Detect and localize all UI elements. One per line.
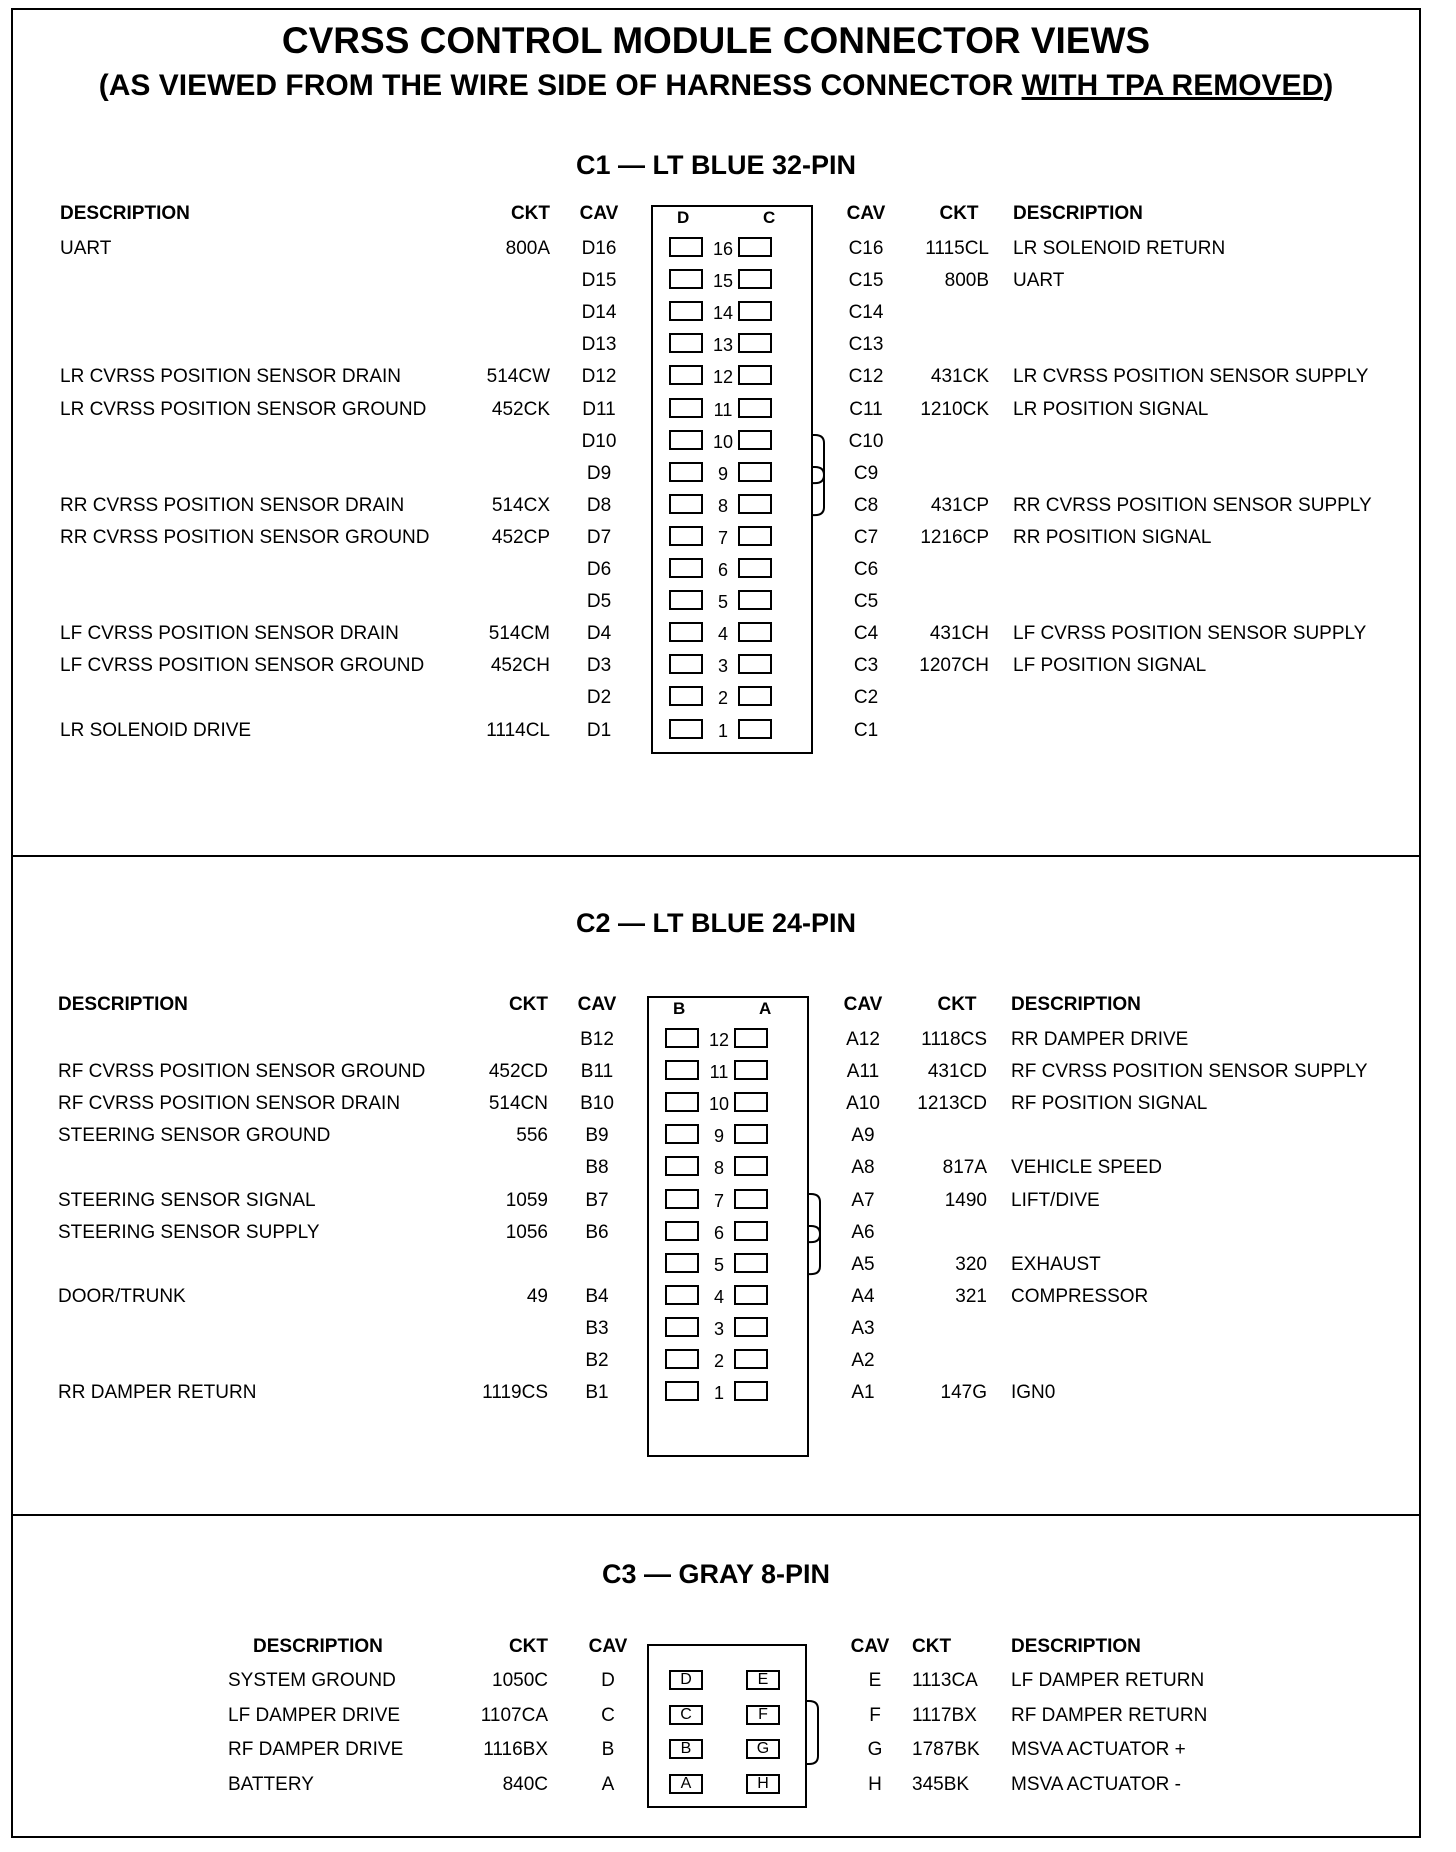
c2-jumper-loop <box>807 1225 827 1275</box>
c3-right-cav: F <box>869 1704 881 1726</box>
c2-left-cav: B1 <box>585 1382 609 1404</box>
c2-cavity-left <box>665 1060 699 1080</box>
c1-cavity-left <box>669 462 703 482</box>
c2-header-ckt-left: CKT <box>508 994 548 1015</box>
c1-connector-col-right: C <box>763 208 776 227</box>
c2-cavity-left <box>665 1253 699 1273</box>
c2-right-cav: A12 <box>846 1029 880 1050</box>
c2-right-ckt: 321 <box>955 1285 987 1307</box>
c3-left-ckt: 840C <box>502 1773 548 1795</box>
c1-left-cav: D4 <box>586 623 612 645</box>
c3-cavity-left: A <box>669 1774 703 1794</box>
c1-cavity-right <box>738 686 772 706</box>
c2-pin-number: 4 <box>713 1286 724 1307</box>
c3-right-description: LF DAMPER RETURN <box>1011 1670 1205 1691</box>
c3-right-cav: G <box>867 1739 883 1760</box>
c2-left-description: RR DAMPER RETURN <box>58 1382 257 1404</box>
c1-right-cav: C3 <box>853 655 879 677</box>
c1-cavity-right <box>738 237 772 257</box>
c1-left-cav: D10 <box>581 430 617 452</box>
c2-right-cav: A8 <box>851 1157 875 1179</box>
c2-right-ckt: 431CD <box>927 1061 987 1083</box>
c1-cavity-right <box>738 590 772 610</box>
c1-right-description: RR CVRSS POSITION SENSOR SUPPLY <box>1013 494 1372 516</box>
c2-left-cav: B2 <box>585 1350 609 1371</box>
c1-right-cav: C15 <box>848 270 884 292</box>
c1-right-ckt: 1115CL <box>925 238 989 259</box>
c1-left-ckt: 514CX <box>491 494 550 516</box>
c1-pin-number: 13 <box>712 335 734 356</box>
c1-cavity-left <box>669 622 703 642</box>
c1-cavity-left <box>669 398 703 418</box>
c1-pin-number: 5 <box>717 592 728 613</box>
c2-header-ckt-right: CKT <box>937 994 977 1015</box>
c1-left-description: LR CVRSS POSITION SENSOR DRAIN <box>60 366 402 388</box>
c2-right-cav: A11 <box>846 1061 880 1083</box>
c2-left-description: RF CVRSS POSITION SENSOR DRAIN <box>58 1093 401 1115</box>
c1-right-cav: C4 <box>853 623 879 645</box>
c1-cavity-right <box>738 558 772 578</box>
c3-left-description: SYSTEM GROUND <box>228 1670 396 1691</box>
c3-cavity-left: D <box>669 1670 703 1690</box>
c2-right-description: RF CVRSS POSITION SENSOR SUPPLY <box>1011 1061 1368 1083</box>
c1-pin-number: 15 <box>712 271 734 292</box>
c1-left-ckt: 800A <box>505 238 550 259</box>
c2-pin-number: 5 <box>713 1254 724 1275</box>
c1-left-ckt: 1114CL <box>486 719 550 741</box>
c1-cavity-left <box>669 558 703 578</box>
c2-title: C2 — LT BLUE 24-PIN <box>575 908 857 938</box>
c2-right-ckt: 1490 <box>944 1189 987 1211</box>
c2-cavity-left <box>665 1221 699 1241</box>
c1-right-cav: C13 <box>848 334 884 356</box>
c1-left-description: LR CVRSS POSITION SENSOR GROUND <box>60 398 427 420</box>
c1-right-description: LR CVRSS POSITION SENSOR SUPPLY <box>1013 366 1369 388</box>
c1-pin-number: 7 <box>717 527 728 548</box>
c2-right-cav: A1 <box>851 1382 875 1404</box>
c1-cavity-left <box>669 526 703 546</box>
c3-right-description: MSVA ACTUATOR + <box>1011 1739 1186 1760</box>
c1-right-cav: C7 <box>853 526 879 548</box>
c1-left-cav: D3 <box>586 655 612 677</box>
c2-right-ckt: 147G <box>940 1382 987 1404</box>
c2-pin-number: 7 <box>713 1190 724 1211</box>
c2-cavity-right <box>734 1285 768 1305</box>
c3-header-ckt-right: CKT <box>912 1636 952 1657</box>
c1-cavity-right <box>738 526 772 546</box>
c2-cavity-right <box>734 1189 768 1209</box>
c1-cavity-left <box>669 237 703 257</box>
c1-header-cav-left: CAV <box>579 203 619 224</box>
c1-left-cav: D13 <box>581 334 617 356</box>
c2-right-description: IGN0 <box>1011 1382 1056 1404</box>
c2-left-cav: B10 <box>580 1093 614 1115</box>
c2-right-ckt: 1118CS <box>921 1029 987 1050</box>
c1-cavity-right <box>738 462 772 482</box>
c2-left-cav: B7 <box>585 1189 609 1211</box>
c3-right-cav: H <box>868 1773 882 1795</box>
c2-left-description: STEERING SENSOR SUPPLY <box>58 1221 320 1243</box>
c1-left-ckt: 514CW <box>486 366 550 388</box>
c2-right-description: VEHICLE SPEED <box>1011 1157 1162 1179</box>
c2-cavity-left <box>665 1285 699 1305</box>
c2-right-description: COMPRESSOR <box>1011 1285 1149 1307</box>
c1-cavity-right <box>738 430 772 450</box>
c3-cavity-right: E <box>746 1670 780 1690</box>
c1-cavity-right <box>738 269 772 289</box>
c2-right-cav: A2 <box>851 1350 875 1371</box>
c3-left-cav: D <box>601 1670 615 1691</box>
c2-right-cav: A3 <box>851 1317 875 1339</box>
c2-cavity-left <box>665 1189 699 1209</box>
c1-right-cav: C9 <box>853 462 879 484</box>
c2-left-cav: B3 <box>585 1317 609 1339</box>
c2-cavity-left <box>665 1028 699 1048</box>
c1-cavity-left <box>669 686 703 706</box>
c1-right-cav: C10 <box>848 430 884 452</box>
c2-pin-number: 9 <box>713 1126 724 1147</box>
c1-pin-number: 2 <box>717 688 728 709</box>
c2-left-cav: B8 <box>585 1157 609 1179</box>
c1-left-description: LF CVRSS POSITION SENSOR DRAIN <box>60 623 399 645</box>
c2-cavity-right <box>734 1253 768 1273</box>
c2-left-ckt: 1059 <box>505 1189 548 1211</box>
c2-header-description-right: DESCRIPTION <box>1011 994 1141 1015</box>
c1-header-description-right: DESCRIPTION <box>1013 203 1143 224</box>
c2-pin-number: 12 <box>708 1030 730 1050</box>
c1-header-ckt-left: CKT <box>510 203 550 224</box>
c3-cavity-right: H <box>746 1774 780 1794</box>
c1-left-description: LF CVRSS POSITION SENSOR GROUND <box>60 655 425 677</box>
c1-right-cav: C2 <box>853 687 879 709</box>
c1-left-cav: D8 <box>586 494 612 516</box>
c1-title: C1 — LT BLUE 32-PIN <box>575 150 857 180</box>
c1-cavity-left <box>669 365 703 385</box>
c2-right-cav: A10 <box>846 1093 880 1115</box>
c1-left-cav: D14 <box>581 302 617 324</box>
c1-cavity-left <box>669 430 703 450</box>
c3-left-ckt: 1050C <box>492 1670 548 1691</box>
c1-cavity-left <box>669 301 703 321</box>
c3-right-description: MSVA ACTUATOR - <box>1011 1773 1181 1795</box>
c1-left-ckt: 514CM <box>488 623 550 645</box>
c1-cavity-right <box>738 365 772 385</box>
c1-cavity-right <box>738 719 772 739</box>
c1-pin-number: 6 <box>717 560 728 580</box>
c2-cavity-left <box>665 1156 699 1176</box>
c2-cavity-right <box>734 1060 768 1080</box>
c2-connector-col-left: B <box>673 999 686 1018</box>
c1-right-ckt: 1207CH <box>919 655 989 677</box>
c3-title: C3 — GRAY 8-PIN <box>601 1559 831 1589</box>
c2-left-cav: B6 <box>585 1221 609 1243</box>
c1-left-description: UART <box>60 238 112 259</box>
c2-left-ckt: 514CN <box>488 1093 548 1115</box>
c1-jumper-loop <box>811 466 831 516</box>
c3-right-ckt: 345BK <box>912 1773 970 1795</box>
c2-cavity-right <box>734 1349 768 1369</box>
c2-left-description: STEERING SENSOR GROUND <box>58 1125 331 1147</box>
c1-header-cav-right: CAV <box>846 203 886 224</box>
c1-left-cav: D6 <box>586 559 612 580</box>
c2-pin-number: 2 <box>713 1351 724 1371</box>
c2-pin-number: 11 <box>709 1062 729 1083</box>
c1-left-description: RR CVRSS POSITION SENSOR DRAIN <box>60 494 405 516</box>
c2-cavity-left <box>665 1092 699 1112</box>
c2-right-ckt: 320 <box>955 1253 987 1275</box>
c1-cavity-left <box>669 333 703 353</box>
c2-left-description: RF CVRSS POSITION SENSOR GROUND <box>58 1061 426 1083</box>
c1-left-cav: D1 <box>586 719 612 741</box>
c1-header-ckt-right: CKT <box>939 203 979 224</box>
c3-header-cav-left: CAV <box>588 1636 628 1657</box>
c3-left-ckt: 1107CA <box>480 1704 548 1726</box>
c2-right-ckt: 1213CD <box>917 1093 987 1115</box>
c2-left-cav: B9 <box>585 1125 609 1147</box>
c3-cavity-right: G <box>746 1739 780 1759</box>
c2-left-cav: B4 <box>585 1285 609 1307</box>
c1-right-ckt: 431CH <box>929 623 989 645</box>
c1-left-cav: D15 <box>581 270 617 292</box>
c2-cavity-left <box>665 1381 699 1401</box>
c2-right-cav: A9 <box>851 1125 875 1147</box>
c3-header-ckt-left: CKT <box>508 1636 548 1657</box>
c1-right-description: LR SOLENOID RETURN <box>1013 238 1226 259</box>
c1-left-cav: D16 <box>581 238 617 259</box>
c1-cavity-right <box>738 398 772 418</box>
c1-right-ckt: 800B <box>944 270 989 292</box>
c2-right-cav: A5 <box>851 1253 875 1275</box>
c1-cavity-left <box>669 494 703 514</box>
c1-right-ckt: 431CK <box>930 366 989 388</box>
c1-left-ckt: 452CP <box>491 526 550 548</box>
c1-right-ckt: 1216CP <box>920 526 989 548</box>
c3-right-cav: E <box>868 1670 882 1691</box>
c1-pin-number: 4 <box>717 624 728 645</box>
c1-right-description: LF CVRSS POSITION SENSOR SUPPLY <box>1013 623 1367 645</box>
c1-pin-number: 9 <box>717 463 728 484</box>
c1-cavity-right <box>738 333 772 353</box>
c1-right-description: UART <box>1013 270 1065 292</box>
c2-left-ckt: 1056 <box>505 1221 548 1243</box>
c2-header-description-left: DESCRIPTION <box>58 994 188 1015</box>
c2-cavity-left <box>665 1124 699 1144</box>
c2-cavity-right <box>734 1221 768 1241</box>
c2-right-ckt: 817A <box>942 1157 987 1179</box>
c2-right-description: LIFT/DIVE <box>1011 1189 1100 1211</box>
c1-pin-number: 16 <box>712 239 734 259</box>
c3-right-ckt: 1117BX <box>912 1704 977 1726</box>
c2-left-cav: B12 <box>580 1029 614 1050</box>
c3-cavity-right: F <box>746 1705 780 1725</box>
c2-right-description: RR DAMPER DRIVE <box>1011 1029 1189 1050</box>
c2-left-description: DOOR/TRUNK <box>58 1285 186 1307</box>
c1-cavity-right <box>738 654 772 674</box>
c2-cavity-right <box>734 1092 768 1112</box>
c2-left-ckt: 1119CS <box>482 1382 548 1404</box>
c3-left-cav: C <box>601 1704 615 1726</box>
section-divider-1 <box>11 855 1421 857</box>
c2-connector-col-right: A <box>759 999 772 1018</box>
c3-header-description-right: DESCRIPTION <box>1011 1636 1141 1657</box>
c1-header-description-left: DESCRIPTION <box>60 203 190 224</box>
c1-cavity-left <box>669 719 703 739</box>
c3-right-ckt: 1787BK <box>912 1739 980 1760</box>
c1-pin-number: 11 <box>713 399 733 420</box>
c2-right-cav: A7 <box>851 1189 875 1211</box>
c2-pin-number: 3 <box>713 1318 724 1339</box>
c1-cavity-left <box>669 269 703 289</box>
c1-right-description: LF POSITION SIGNAL <box>1013 655 1207 677</box>
c1-left-cav: D2 <box>586 687 612 709</box>
c1-right-cav: C16 <box>848 238 884 259</box>
c1-right-cav: C11 <box>849 398 883 420</box>
c2-right-description: EXHAUST <box>1011 1253 1101 1275</box>
c2-header-cav-right: CAV <box>843 994 883 1015</box>
c2-pin-number: 10 <box>708 1094 730 1115</box>
c1-right-cav: C8 <box>853 494 879 516</box>
c1-right-cav: C12 <box>848 366 884 388</box>
c1-pin-number: 10 <box>712 431 734 452</box>
c1-right-cav: C14 <box>848 302 884 324</box>
c1-cavity-right <box>738 622 772 642</box>
c2-left-ckt: 452CD <box>488 1061 548 1083</box>
c2-pin-number: 1 <box>713 1383 724 1404</box>
c1-left-cav: D7 <box>586 526 612 548</box>
c3-cavity-left: C <box>669 1705 703 1725</box>
c1-pin-number: 14 <box>712 303 734 324</box>
c2-cavity-right <box>734 1381 768 1401</box>
c2-cavity-right <box>734 1124 768 1144</box>
c1-right-description: LR POSITION SIGNAL <box>1013 398 1209 420</box>
c1-pin-number: 12 <box>712 367 734 388</box>
c2-left-description: STEERING SENSOR SIGNAL <box>58 1189 316 1211</box>
c2-cavity-left <box>665 1349 699 1369</box>
c2-left-ckt: 49 <box>526 1285 548 1307</box>
c1-left-cav: D12 <box>581 366 617 388</box>
c2-pin-number: 6 <box>713 1222 724 1243</box>
c1-pin-number: 1 <box>717 720 728 741</box>
c1-left-description: LR SOLENOID DRIVE <box>60 719 252 741</box>
c2-cavity-right <box>734 1028 768 1048</box>
c2-left-cav: B11 <box>580 1061 614 1083</box>
c2-right-cav: A4 <box>851 1285 875 1307</box>
c1-cavity-left <box>669 590 703 610</box>
c3-jumper-loop <box>805 1700 825 1765</box>
c3-left-description: RF DAMPER DRIVE <box>228 1739 404 1760</box>
c2-right-description: RF POSITION SIGNAL <box>1011 1093 1208 1115</box>
page-title: CVRSS CONTROL MODULE CONNECTOR VIEWS <box>281 20 1151 61</box>
c2-cavity-right <box>734 1317 768 1337</box>
c3-left-ckt: 1116BX <box>483 1739 548 1760</box>
c1-right-cav: C6 <box>853 559 879 580</box>
section-divider-2 <box>11 1514 1421 1516</box>
c1-cavity-right <box>738 301 772 321</box>
c2-header-cav-left: CAV <box>577 994 617 1015</box>
c1-right-cav: C1 <box>853 719 879 741</box>
c3-header-description-left: DESCRIPTION <box>253 1636 383 1657</box>
c3-left-cav: A <box>601 1773 615 1795</box>
page-subtitle: (AS VIEWED FROM THE WIRE SIDE OF HARNESS CONNECTOR WITH TPA REMOVED) <box>98 69 1334 102</box>
c3-header-cav-right: CAV <box>850 1636 890 1657</box>
c1-left-ckt: 452CK <box>491 398 550 420</box>
c1-right-ckt: 431CP <box>930 494 989 516</box>
c1-right-ckt: 1210CK <box>920 398 989 420</box>
c1-cavity-right <box>738 494 772 514</box>
c1-cavity-left <box>669 654 703 674</box>
c1-left-cav: D9 <box>586 462 612 484</box>
c1-left-description: RR CVRSS POSITION SENSOR GROUND <box>60 526 430 548</box>
c1-connector-col-left: D <box>677 208 690 227</box>
c2-cavity-right <box>734 1156 768 1176</box>
c2-pin-number: 8 <box>713 1158 724 1179</box>
c2-cavity-left <box>665 1317 699 1337</box>
c2-left-ckt: 556 <box>516 1125 548 1147</box>
c1-left-cav: D5 <box>586 591 612 613</box>
c3-left-description: LF DAMPER DRIVE <box>228 1704 401 1726</box>
c1-pin-number: 3 <box>717 656 728 677</box>
c1-right-description: RR POSITION SIGNAL <box>1013 526 1212 548</box>
c3-left-cav: B <box>601 1739 615 1760</box>
c2-right-cav: A6 <box>851 1221 875 1243</box>
c1-right-cav: C5 <box>853 591 879 613</box>
c1-pin-number: 8 <box>717 495 728 516</box>
c3-right-ckt: 1113CA <box>912 1670 978 1691</box>
c1-left-ckt: 452CH <box>490 655 550 677</box>
c3-left-description: BATTERY <box>228 1773 314 1795</box>
c3-right-description: RF DAMPER RETURN <box>1011 1704 1208 1726</box>
c1-left-cav: D11 <box>582 398 616 420</box>
c3-cavity-left: B <box>669 1739 703 1759</box>
